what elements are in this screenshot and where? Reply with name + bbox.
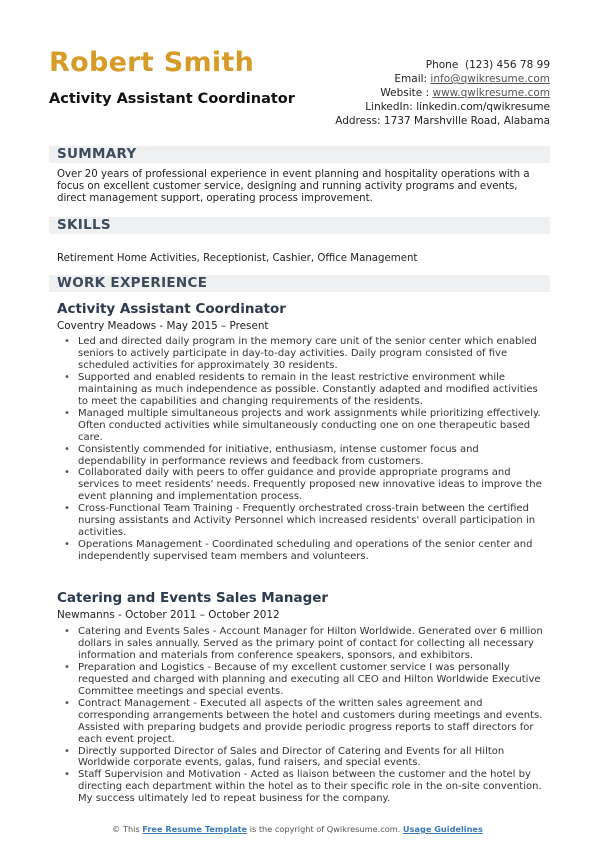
list-item: • Consistently commended for initiative, enthusiasm, intense customer focus and dependability in performance reviews and feedback from customers. — [64, 444, 548, 468]
contact-value: linkedin.com/qwikresume — [416, 101, 550, 113]
list-item: • Cross-Functional Team Training - Frequently orchestrated cross-train between the certified nursing assistants and Activity Personnel which increased residents' overall participation in activities. — [64, 503, 548, 539]
contact-address — [335, 114, 550, 128]
free-resume-template-link[interactable]: Free Resume Template — [142, 824, 248, 834]
list-item: • Contract Management - Executed all aspects of the written sales agreement and corresponding arrangements between the hotel and customers during meetings and events. Assisted with preparing budgets and provide periodic progress reports to staff directors for each event project. — [64, 698, 548, 746]
skills-section-bar — [49, 217, 550, 234]
list-item: • Directly supported Director of Sales and Director of Catering and Events for all Hilton Worldwide corporate events, galas, fund raisers, and special events. — [64, 746, 548, 770]
footer-text: This — [122, 824, 140, 834]
contact-label: Address: — [335, 115, 381, 127]
skills-heading: SKILLS — [57, 217, 111, 233]
list-item: • Staff Supervision and Motivation - Acted as liaison between the customer and the hotel by directing each department within the hotel as to their specific role in the on-site convention. My success ultimately led to repeat business for the company. — [64, 769, 548, 805]
contact-email — [335, 72, 550, 86]
contact-label: Phone — [425, 59, 459, 71]
job-bullets — [64, 626, 548, 805]
contact-linkedin — [335, 100, 550, 114]
list-item: • Preparation and Logistics - Because of my excellent customer service I was personally requested and charged with planning and executing all CEO and Hilton Worldwide Executive Committee meetings and special events. — [64, 662, 548, 698]
candidate-name: Robert Smith — [49, 47, 255, 78]
contact-website — [335, 86, 550, 100]
footer-text: is the copyright of Qwikresume.com. — [249, 824, 401, 834]
experience-heading: WORK EXPERIENCE — [57, 275, 208, 291]
contact-label: LinkedIn: — [365, 101, 413, 113]
job-company-dates: Newmanns - October 2011 – October 2012 — [57, 609, 280, 621]
email-link[interactable]: info@qwikresume.com — [430, 73, 550, 85]
contact-value: (123) 456 78 99 — [464, 59, 550, 71]
list-item: • Collaborated daily with peers to offer guidance and provide appropriate programs and services to meet residents' needs. Frequently proposed new innovative ideas to improve the event planning and implementation process. — [64, 467, 548, 503]
skills-text: Retirement Home Activities, Receptionist, Cashier, Office Management — [57, 253, 418, 264]
contact-label: Email: — [394, 73, 428, 85]
list-item: • Catering and Events Sales - Account Manager for Hilton Worldwide. Generated over 6 million dollars in sales annually. Served as the primary point of contact for collecting all necessary information and materials from conference speakers, sponsors, and exhibitors. — [64, 626, 548, 662]
list-item: • Led and directed daily program in the memory care unit of the senior center which enabled seniors to actively participate in day-to-day activities. Daily program consisted of five scheduled activities for approximately 30 residents. — [64, 336, 548, 372]
summary-heading: SUMMARY — [57, 146, 137, 162]
job-role: Catering and Events Sales Manager — [57, 590, 329, 606]
contact-block — [335, 58, 550, 128]
summary-text: Over 20 years of professional experience in event planning and hospitality operations with a focus on excellent customer service, designing and running activity programs and events, direct management support, operating process improvement. — [57, 169, 530, 204]
job-company-dates: Coventry Meadows - May 2015 – Present — [57, 320, 269, 332]
page-footer — [0, 824, 595, 834]
contact-phone — [335, 58, 550, 72]
contact-value: 1737 Marshville Road, Alabama — [383, 115, 550, 127]
list-item: • Supported and enabled residents to remain in the least restrictive environment while maintaining as much independence as possible. Constantly adapted and modified activities to meet the capabilities and changing requirements of the residents. — [64, 372, 548, 408]
list-item: • Managed multiple simultaneous projects and work assignments while prioritizing effectively. Often conducted activities while simultaneously conducting one on one therapeutic based care. — [64, 408, 548, 444]
usage-guidelines-link[interactable]: Usage Guidelines — [402, 824, 483, 834]
job-bullets — [64, 336, 548, 563]
contact-label: Website : — [380, 87, 430, 99]
copyright-symbol: © — [112, 824, 121, 834]
list-item: • Operations Management - Coordinated scheduling and operations of the senior center and independently supervised team members and volunteers. — [64, 539, 548, 563]
resume-header — [0, 0, 595, 140]
website-link[interactable]: www.qwikresume.com — [432, 87, 550, 99]
job-role: Activity Assistant Coordinator — [57, 301, 286, 317]
candidate-title: Activity Assistant Coordinator — [49, 91, 295, 107]
